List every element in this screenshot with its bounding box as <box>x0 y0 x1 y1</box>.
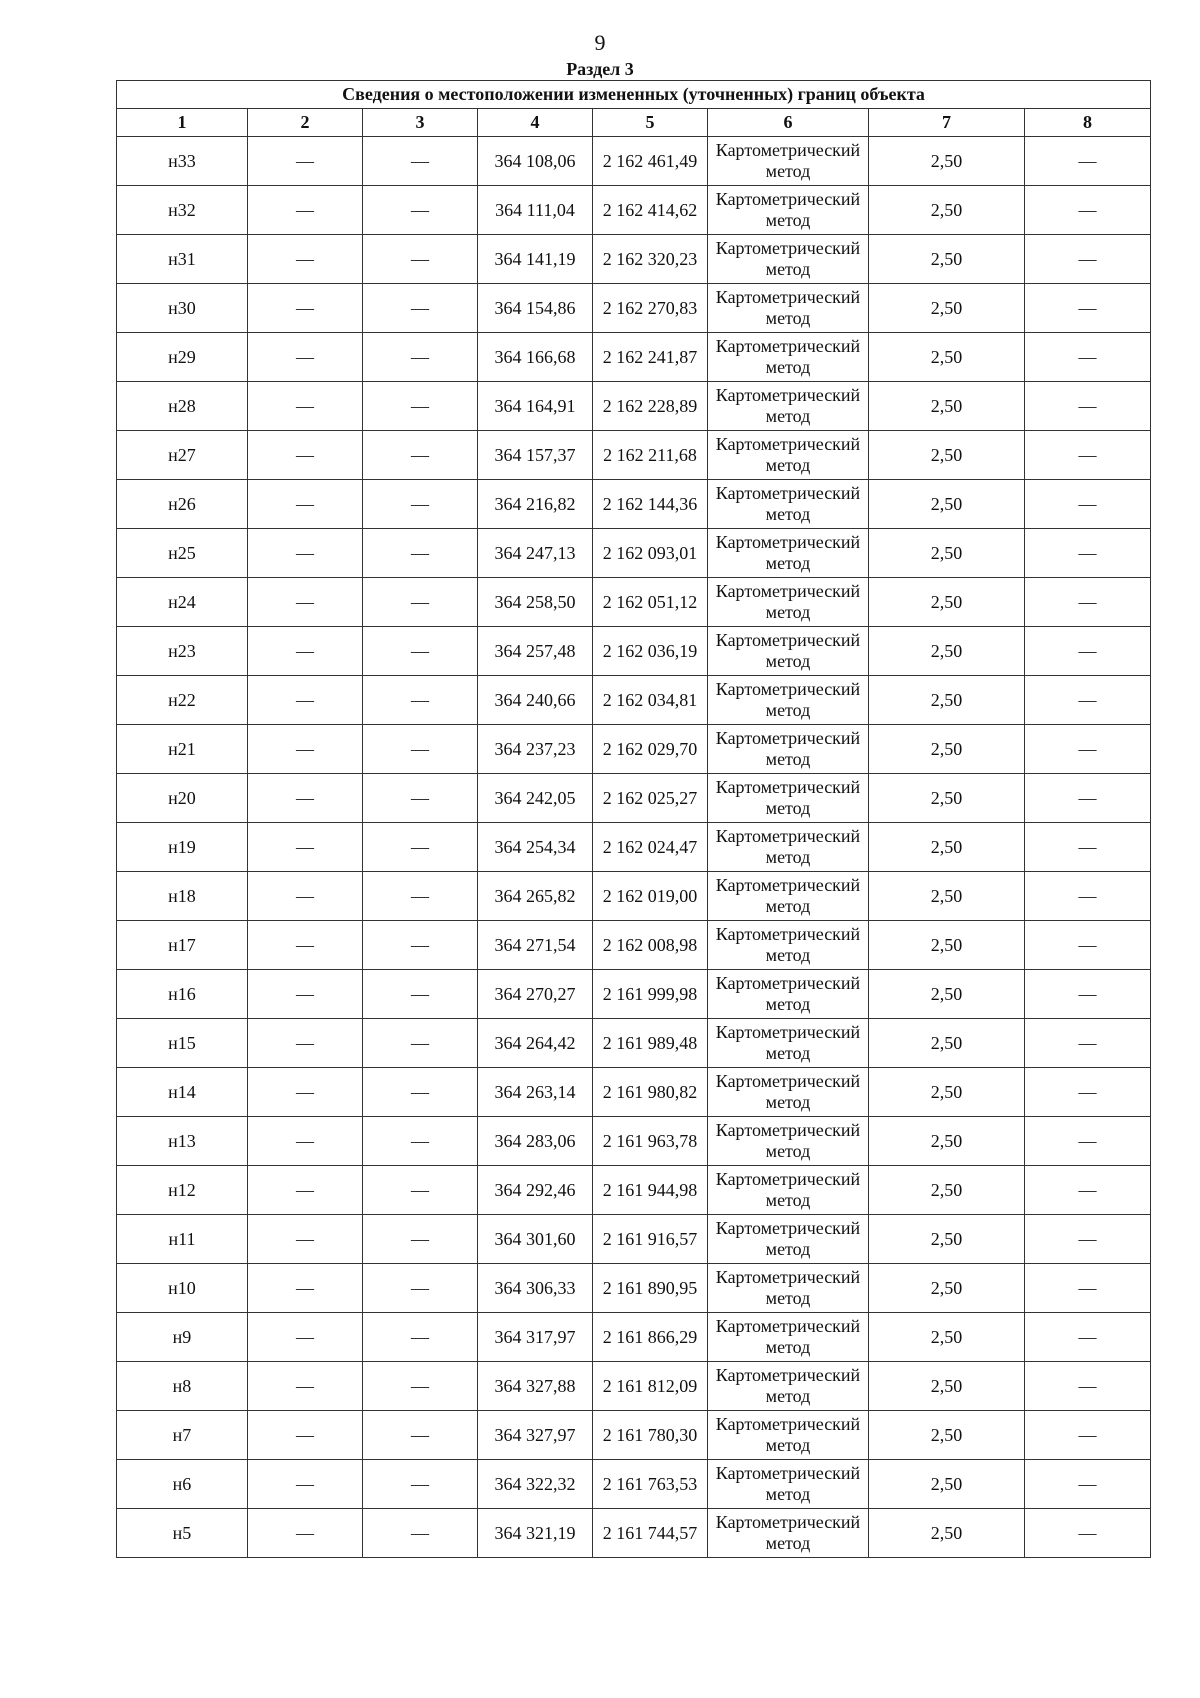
y-coordinate-cell: 2 162 025,27 <box>593 774 708 823</box>
column-8-cell: — <box>1025 333 1151 382</box>
y-coordinate-cell: 2 161 780,30 <box>593 1411 708 1460</box>
column-8-cell: — <box>1025 774 1151 823</box>
x-coordinate-cell: 364 270,27 <box>478 970 593 1019</box>
table-row <box>117 480 1151 529</box>
accuracy-cell: 2,50 <box>869 1509 1025 1558</box>
method-cell: Картометрический метод <box>708 382 869 431</box>
y-coordinate-cell: 2 162 270,83 <box>593 284 708 333</box>
column-8-cell: — <box>1025 627 1151 676</box>
point-number-cell: н6 <box>117 1460 248 1509</box>
table-row <box>117 1068 1151 1117</box>
y-coordinate-cell: 2 161 963,78 <box>593 1117 708 1166</box>
accuracy-cell: 2,50 <box>869 1264 1025 1313</box>
column-2-cell: — <box>248 529 363 578</box>
column-2-cell: — <box>248 284 363 333</box>
point-number-cell: н33 <box>117 137 248 186</box>
column-3-cell: — <box>363 774 478 823</box>
column-3-cell: — <box>363 1117 478 1166</box>
y-coordinate-cell: 2 162 036,19 <box>593 627 708 676</box>
y-coordinate-cell: 2 162 019,00 <box>593 872 708 921</box>
point-number-cell: н24 <box>117 578 248 627</box>
table-row <box>117 1264 1151 1313</box>
column-8-cell: — <box>1025 480 1151 529</box>
y-coordinate-cell: 2 162 414,62 <box>593 186 708 235</box>
column-3-cell: — <box>363 382 478 431</box>
method-cell: Картометрический метод <box>708 1313 869 1362</box>
method-cell: Картометрический метод <box>708 1166 869 1215</box>
accuracy-cell: 2,50 <box>869 186 1025 235</box>
method-cell: Картометрический метод <box>708 823 869 872</box>
accuracy-cell: 2,50 <box>869 872 1025 921</box>
accuracy-cell: 2,50 <box>869 676 1025 725</box>
accuracy-cell: 2,50 <box>869 480 1025 529</box>
table-row <box>117 627 1151 676</box>
x-coordinate-cell: 364 327,88 <box>478 1362 593 1411</box>
column-3-cell: — <box>363 1215 478 1264</box>
x-coordinate-cell: 364 240,66 <box>478 676 593 725</box>
x-coordinate-cell: 364 242,05 <box>478 774 593 823</box>
column-2-cell: — <box>248 1166 363 1215</box>
column-3-cell: — <box>363 921 478 970</box>
table-body <box>117 137 1151 1558</box>
column-8-cell: — <box>1025 1362 1151 1411</box>
method-cell: Картометрический метод <box>708 529 869 578</box>
x-coordinate-cell: 364 292,46 <box>478 1166 593 1215</box>
column-2-cell: — <box>248 872 363 921</box>
x-coordinate-cell: 364 111,04 <box>478 186 593 235</box>
method-cell: Картометрический метод <box>708 1117 869 1166</box>
column-2-cell: — <box>248 186 363 235</box>
x-coordinate-cell: 364 327,97 <box>478 1411 593 1460</box>
method-cell: Картометрический метод <box>708 872 869 921</box>
point-number-cell: н27 <box>117 431 248 480</box>
y-coordinate-cell: 2 161 999,98 <box>593 970 708 1019</box>
point-number-cell: н11 <box>117 1215 248 1264</box>
column-3-cell: — <box>363 1460 478 1509</box>
column-2-cell: — <box>248 1019 363 1068</box>
column-2-cell: — <box>248 480 363 529</box>
point-number-cell: н21 <box>117 725 248 774</box>
y-coordinate-cell: 2 161 916,57 <box>593 1215 708 1264</box>
section-title: Раздел 3 <box>566 59 634 79</box>
table-row <box>117 578 1151 627</box>
x-coordinate-cell: 364 263,14 <box>478 1068 593 1117</box>
point-number-cell: н17 <box>117 921 248 970</box>
method-cell: Картометрический метод <box>708 1411 869 1460</box>
point-number-cell: н9 <box>117 1313 248 1362</box>
accuracy-cell: 2,50 <box>869 382 1025 431</box>
table-row <box>117 431 1151 480</box>
column-2-cell: — <box>248 1117 363 1166</box>
method-cell: Картометрический метод <box>708 137 869 186</box>
accuracy-cell: 2,50 <box>869 431 1025 480</box>
column-8-cell: — <box>1025 186 1151 235</box>
column-8-cell: — <box>1025 823 1151 872</box>
y-coordinate-cell: 2 161 812,09 <box>593 1362 708 1411</box>
point-number-cell: н12 <box>117 1166 248 1215</box>
table-row <box>117 529 1151 578</box>
x-coordinate-cell: 364 157,37 <box>478 431 593 480</box>
y-coordinate-cell: 2 161 866,29 <box>593 1313 708 1362</box>
method-cell: Картометрический метод <box>708 921 869 970</box>
y-coordinate-cell: 2 161 989,48 <box>593 1019 708 1068</box>
point-number-cell: н20 <box>117 774 248 823</box>
y-coordinate-cell: 2 162 461,49 <box>593 137 708 186</box>
column-8-cell: — <box>1025 1215 1151 1264</box>
y-coordinate-cell: 2 162 029,70 <box>593 725 708 774</box>
method-cell: Картометрический метод <box>708 1068 869 1117</box>
column-2-cell: — <box>248 1068 363 1117</box>
y-coordinate-cell: 2 162 093,01 <box>593 529 708 578</box>
accuracy-cell: 2,50 <box>869 529 1025 578</box>
table-row <box>117 137 1151 186</box>
column-8-cell: — <box>1025 137 1151 186</box>
method-cell: Картометрический метод <box>708 774 869 823</box>
column-8-cell: — <box>1025 1509 1151 1558</box>
x-coordinate-cell: 364 264,42 <box>478 1019 593 1068</box>
y-coordinate-cell: 2 162 008,98 <box>593 921 708 970</box>
column-3-cell: — <box>363 529 478 578</box>
table-row <box>117 1215 1151 1264</box>
column-2-cell: — <box>248 1460 363 1509</box>
accuracy-cell: 2,50 <box>869 578 1025 627</box>
table-row <box>117 725 1151 774</box>
boundary-table <box>116 80 1151 1558</box>
column-3-cell: — <box>363 431 478 480</box>
table-row <box>117 333 1151 382</box>
column-2-cell: — <box>248 921 363 970</box>
column-8-cell: — <box>1025 676 1151 725</box>
accuracy-cell: 2,50 <box>869 284 1025 333</box>
x-coordinate-cell: 364 257,48 <box>478 627 593 676</box>
column-2-cell: — <box>248 970 363 1019</box>
column-8-cell: — <box>1025 725 1151 774</box>
column-8-cell: — <box>1025 1313 1151 1362</box>
accuracy-cell: 2,50 <box>869 627 1025 676</box>
column-2-cell: — <box>248 431 363 480</box>
accuracy-cell: 2,50 <box>869 970 1025 1019</box>
point-number-cell: н32 <box>117 186 248 235</box>
accuracy-cell: 2,50 <box>869 333 1025 382</box>
accuracy-cell: 2,50 <box>869 1313 1025 1362</box>
column-3-cell: — <box>363 1313 478 1362</box>
x-coordinate-cell: 364 237,23 <box>478 725 593 774</box>
table-row <box>117 1460 1151 1509</box>
column-2-cell: — <box>248 333 363 382</box>
accuracy-cell: 2,50 <box>869 1460 1025 1509</box>
column-8-cell: — <box>1025 529 1151 578</box>
accuracy-cell: 2,50 <box>869 1068 1025 1117</box>
table-row <box>117 1362 1151 1411</box>
point-number-cell: н5 <box>117 1509 248 1558</box>
x-coordinate-cell: 364 271,54 <box>478 921 593 970</box>
table-row <box>117 970 1151 1019</box>
accuracy-cell: 2,50 <box>869 235 1025 284</box>
table-row <box>117 774 1151 823</box>
table-row <box>117 1117 1151 1166</box>
y-coordinate-cell: 2 161 744,57 <box>593 1509 708 1558</box>
column-3-cell: — <box>363 872 478 921</box>
y-coordinate-cell: 2 162 241,87 <box>593 333 708 382</box>
table-row <box>117 823 1151 872</box>
column-2-cell: — <box>248 235 363 284</box>
accuracy-cell: 2,50 <box>869 1019 1025 1068</box>
y-coordinate-cell: 2 161 980,82 <box>593 1068 708 1117</box>
x-coordinate-cell: 364 301,60 <box>478 1215 593 1264</box>
point-number-cell: н30 <box>117 284 248 333</box>
column-8-cell: — <box>1025 431 1151 480</box>
column-3-cell: — <box>363 1264 478 1313</box>
x-coordinate-cell: 364 317,97 <box>478 1313 593 1362</box>
method-cell: Картометрический метод <box>708 1264 869 1313</box>
column-2-cell: — <box>248 725 363 774</box>
point-number-cell: н14 <box>117 1068 248 1117</box>
point-number-cell: н31 <box>117 235 248 284</box>
x-coordinate-cell: 364 247,13 <box>478 529 593 578</box>
page-number: 9 <box>594 30 606 55</box>
column-8-cell: — <box>1025 1068 1151 1117</box>
accuracy-cell: 2,50 <box>869 921 1025 970</box>
column-8-cell: — <box>1025 1411 1151 1460</box>
point-number-cell: н29 <box>117 333 248 382</box>
y-coordinate-cell: 2 161 763,53 <box>593 1460 708 1509</box>
column-3-cell: — <box>363 1068 478 1117</box>
table-row <box>117 1019 1151 1068</box>
point-number-cell: н16 <box>117 970 248 1019</box>
point-number-cell: н22 <box>117 676 248 725</box>
point-number-cell: н13 <box>117 1117 248 1166</box>
table-row <box>117 676 1151 725</box>
table-row <box>117 872 1151 921</box>
x-coordinate-cell: 364 321,19 <box>478 1509 593 1558</box>
accuracy-cell: 2,50 <box>869 823 1025 872</box>
column-3-cell: — <box>363 1509 478 1558</box>
point-number-cell: н10 <box>117 1264 248 1313</box>
column-2-cell: — <box>248 1411 363 1460</box>
point-number-cell: н28 <box>117 382 248 431</box>
table-caption: Сведения о местоположении измененных (уточненных) границ объекта <box>117 81 1151 109</box>
column-3-cell: — <box>363 823 478 872</box>
column-number-row <box>117 109 1151 137</box>
column-3-cell: — <box>363 725 478 774</box>
accuracy-cell: 2,50 <box>869 725 1025 774</box>
column-2-cell: — <box>248 137 363 186</box>
column-3-cell: — <box>363 970 478 1019</box>
x-coordinate-cell: 364 322,32 <box>478 1460 593 1509</box>
x-coordinate-cell: 364 265,82 <box>478 872 593 921</box>
table-row <box>117 1166 1151 1215</box>
column-8-cell: — <box>1025 235 1151 284</box>
column-2-cell: — <box>248 1264 363 1313</box>
point-number-cell: н18 <box>117 872 248 921</box>
x-coordinate-cell: 364 283,06 <box>478 1117 593 1166</box>
column-3-cell: — <box>363 1411 478 1460</box>
point-number-cell: н19 <box>117 823 248 872</box>
x-coordinate-cell: 364 254,34 <box>478 823 593 872</box>
y-coordinate-cell: 2 161 890,95 <box>593 1264 708 1313</box>
table-caption-row <box>117 81 1151 109</box>
column-8-cell: — <box>1025 578 1151 627</box>
accuracy-cell: 2,50 <box>869 1362 1025 1411</box>
column-number: 5 <box>593 109 708 137</box>
x-coordinate-cell: 364 306,33 <box>478 1264 593 1313</box>
column-3-cell: — <box>363 627 478 676</box>
y-coordinate-cell: 2 162 320,23 <box>593 235 708 284</box>
y-coordinate-cell: 2 162 144,36 <box>593 480 708 529</box>
column-2-cell: — <box>248 774 363 823</box>
column-8-cell: — <box>1025 382 1151 431</box>
column-number: 3 <box>363 109 478 137</box>
column-2-cell: — <box>248 676 363 725</box>
accuracy-cell: 2,50 <box>869 1166 1025 1215</box>
y-coordinate-cell: 2 162 211,68 <box>593 431 708 480</box>
y-coordinate-cell: 2 162 024,47 <box>593 823 708 872</box>
column-3-cell: — <box>363 480 478 529</box>
column-8-cell: — <box>1025 1264 1151 1313</box>
point-number-cell: н7 <box>117 1411 248 1460</box>
point-number-cell: н23 <box>117 627 248 676</box>
column-3-cell: — <box>363 1019 478 1068</box>
column-8-cell: — <box>1025 284 1151 333</box>
table-row <box>117 186 1151 235</box>
column-3-cell: — <box>363 137 478 186</box>
accuracy-cell: 2,50 <box>869 137 1025 186</box>
column-2-cell: — <box>248 1362 363 1411</box>
column-2-cell: — <box>248 823 363 872</box>
accuracy-cell: 2,50 <box>869 1117 1025 1166</box>
method-cell: Картометрический метод <box>708 578 869 627</box>
accuracy-cell: 2,50 <box>869 1411 1025 1460</box>
column-number: 4 <box>478 109 593 137</box>
method-cell: Картометрический метод <box>708 676 869 725</box>
column-number: 2 <box>248 109 363 137</box>
accuracy-cell: 2,50 <box>869 1215 1025 1264</box>
column-2-cell: — <box>248 578 363 627</box>
y-coordinate-cell: 2 162 034,81 <box>593 676 708 725</box>
y-coordinate-cell: 2 162 051,12 <box>593 578 708 627</box>
method-cell: Картометрический метод <box>708 1362 869 1411</box>
column-2-cell: — <box>248 1509 363 1558</box>
method-cell: Картометрический метод <box>708 1509 869 1558</box>
column-8-cell: — <box>1025 1019 1151 1068</box>
method-cell: Картометрический метод <box>708 186 869 235</box>
method-cell: Картометрический метод <box>708 431 869 480</box>
accuracy-cell: 2,50 <box>869 774 1025 823</box>
column-8-cell: — <box>1025 1166 1151 1215</box>
y-coordinate-cell: 2 161 944,98 <box>593 1166 708 1215</box>
method-cell: Картометрический метод <box>708 970 869 1019</box>
y-coordinate-cell: 2 162 228,89 <box>593 382 708 431</box>
column-number: 7 <box>869 109 1025 137</box>
column-3-cell: — <box>363 235 478 284</box>
x-coordinate-cell: 364 166,68 <box>478 333 593 382</box>
method-cell: Картометрический метод <box>708 1460 869 1509</box>
column-3-cell: — <box>363 186 478 235</box>
table-row <box>117 1509 1151 1558</box>
column-8-cell: — <box>1025 1117 1151 1166</box>
column-3-cell: — <box>363 578 478 627</box>
column-number: 1 <box>117 109 248 137</box>
x-coordinate-cell: 364 164,91 <box>478 382 593 431</box>
column-8-cell: — <box>1025 921 1151 970</box>
point-number-cell: н15 <box>117 1019 248 1068</box>
column-8-cell: — <box>1025 872 1151 921</box>
x-coordinate-cell: 364 216,82 <box>478 480 593 529</box>
table-row <box>117 921 1151 970</box>
method-cell: Картометрический метод <box>708 235 869 284</box>
x-coordinate-cell: 364 141,19 <box>478 235 593 284</box>
point-number-cell: н26 <box>117 480 248 529</box>
x-coordinate-cell: 364 154,86 <box>478 284 593 333</box>
method-cell: Картометрический метод <box>708 284 869 333</box>
method-cell: Картометрический метод <box>708 333 869 382</box>
column-2-cell: — <box>248 1313 363 1362</box>
method-cell: Картометрический метод <box>708 480 869 529</box>
column-3-cell: — <box>363 676 478 725</box>
point-number-cell: н8 <box>117 1362 248 1411</box>
method-cell: Картометрический метод <box>708 627 869 676</box>
table-row <box>117 284 1151 333</box>
column-3-cell: — <box>363 1362 478 1411</box>
table-row <box>117 1313 1151 1362</box>
point-number-cell: н25 <box>117 529 248 578</box>
method-cell: Картометрический метод <box>708 1019 869 1068</box>
table-row <box>117 1411 1151 1460</box>
table-row <box>117 382 1151 431</box>
column-3-cell: — <box>363 1166 478 1215</box>
column-number: 6 <box>708 109 869 137</box>
column-3-cell: — <box>363 333 478 382</box>
x-coordinate-cell: 364 108,06 <box>478 137 593 186</box>
column-2-cell: — <box>248 627 363 676</box>
method-cell: Картометрический метод <box>708 1215 869 1264</box>
column-3-cell: — <box>363 284 478 333</box>
column-8-cell: — <box>1025 1460 1151 1509</box>
method-cell: Картометрический метод <box>708 725 869 774</box>
column-8-cell: — <box>1025 970 1151 1019</box>
column-number: 8 <box>1025 109 1151 137</box>
column-2-cell: — <box>248 382 363 431</box>
column-2-cell: — <box>248 1215 363 1264</box>
table-row <box>117 235 1151 284</box>
x-coordinate-cell: 364 258,50 <box>478 578 593 627</box>
